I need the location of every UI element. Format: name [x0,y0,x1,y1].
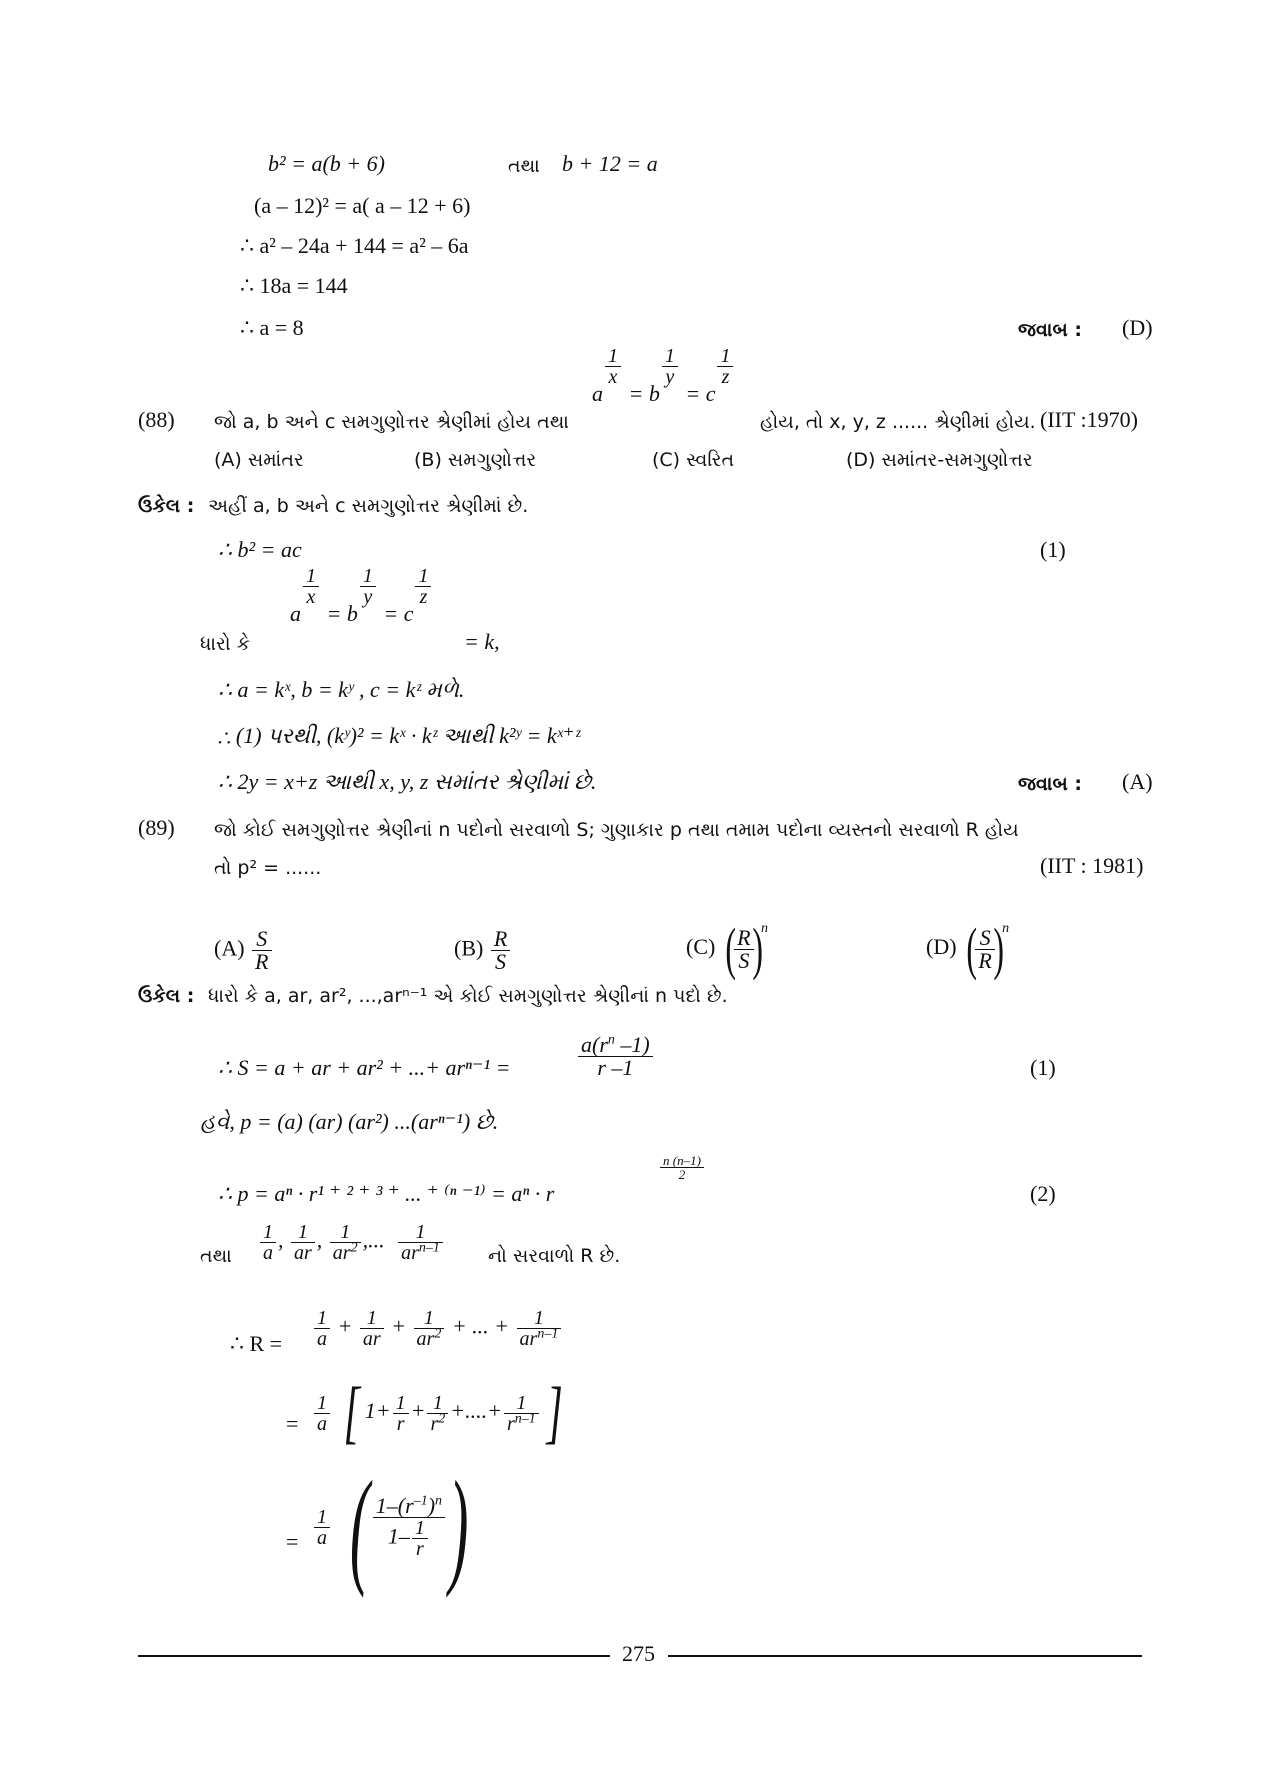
footer-rule-left [138,1655,610,1657]
eq-a-8: ∴ a = 8 [240,315,304,340]
footer-rule-right [668,1655,1142,1657]
question-number: (88) [138,407,175,432]
question-text: જો a, b અને c સમગુણોત્તર શ્રેણીમાં હોય તથા [214,411,569,433]
eq-ky-squared: ∴ (1) પરથી, (kʸ)² = kˣ · kᶻ આથી k²ʸ = kˣ⁺ᶻ [218,723,580,748]
eq-tag-1: (1) [1030,1055,1056,1080]
eq-sign: = [286,1529,299,1554]
solution-intro: અહીં a, b અને c સમગુણોત્તર શ્રેણીમાં છે. [208,495,529,517]
q88-equation: a $^{\frac{1}{x}}$ = b $^{\frac{1}{y}}$ = c $^{\frac{1}{z}}$ [592,380,735,421]
question-number: (89) [138,815,175,840]
eq-b2-ac: ∴ b² = ac [218,537,302,562]
answer-value: (D) [1122,315,1153,340]
eq-2y: ∴ 2y = x+z આથી x, y, z સમાંતર શ્રેણીમાં છે. [218,769,597,794]
eq-a-kx: ∴ a = kˣ, b = kʸ , c = kᶻ મળે. [218,677,465,702]
eq-p-power: ∴ p = aⁿ · r¹ ⁺ ² ⁺ ³ ⁺ ... ⁺ ⁽ⁿ ⁻¹⁾ = aⁿ · r [218,1181,555,1206]
eq-r-sum: $\frac{1}{a}$ + $\frac{1}{ar}$ + $\frac{1}{ar^2}$ + ... + $\frac{1}{ar^{n-1}}$ [312,1308,563,1349]
option-a: (A) સમાંતર [214,449,304,471]
answer-label: જવાબ : [1018,773,1082,795]
let-text: ધારો કે [200,633,251,655]
let-equation: a $\frac{1}{x}$ = b $\frac{1}{y}$ = c $\frac{1}{z}$ [290,600,433,641]
option-d: (D) સમાંતર-સમગુણોત્તર [846,449,1033,471]
eq-product-p: હવે, p = (a) (ar) (ar²) ...(arⁿ⁻¹) છે. [200,1109,499,1134]
eq-expand: ∴ a² – 24a + 144 = a² – 6a [240,233,469,258]
answer-label: જવાબ : [1018,319,1082,341]
eq-r-geometric: $\frac{1}{a}$ ( $1-(r^{-1})^n$ 1– $\frac{1}{r}$ ) [312,1462,480,1592]
eq-sum-fraction: $\frac{a(r^n -1)}{r -1}$ [576,1034,655,1079]
tatha-suffix: નો સરવાળો R છે. [488,1245,621,1267]
answer-value: (A) [1122,769,1153,794]
let-k: = k, [464,629,500,654]
eq-a-minus-12: (a – 12)² = a( a – 12 + 6) [254,193,471,218]
solution-heading: ઉકેલ : [138,495,195,517]
eq-r-sum-prefix: ∴ R = [230,1331,283,1356]
tatha-prefix: તથા [200,1245,232,1267]
option-c: (C) સ્વરિત [652,449,735,471]
eq-b-plus-12: b + 12 = a [562,151,658,176]
solution-heading: ઉકેલ : [138,985,195,1007]
page-number: 275 [622,1641,655,1666]
option-b: (B) સમગુણોત્તર [414,449,537,471]
question-text: જો કોઈ સમગુણોત્તર શ્રેણીનાં n પદોનો સરવાળો S; ગુણાકાર p તથા તમામ પદોના વ્યસ્તનો સરવાળો R હોય [214,819,1019,841]
option-b: (B) $\frac{R}{S}$ [454,928,512,973]
tatha-word: તથા [508,155,540,177]
option-c: (C) ( $\frac{R}{S}$ )$^n$ [686,916,768,981]
question-source: (IIT : 1981) [1040,853,1144,878]
eq-sum-s: ∴ S = a + ar + ar² + ...+ arⁿ⁻¹ = [218,1055,511,1080]
eq-p-exponent: $\frac{n (n-1)}{2}$ [658,1154,706,1181]
option-d: (D) ( $\frac{S}{R}$ )$^n$ [926,916,1010,981]
eq-tag-2: (2) [1030,1181,1056,1206]
eq-b-squared: b² = a(b + 6) [268,151,385,176]
eq-sign: = [286,1411,299,1436]
eq-tag-1: (1) [1040,537,1066,562]
option-a: (A) $\frac{S}{R}$ [214,928,274,973]
eq-r-bracket: $\frac{1}{a}$ [ 1+ $\frac{1}{r}$ + $\frac{1}{r^2}$ +....+ $\frac{1}{r^{n-1}}$ ] [312,1378,568,1448]
question-source: (IIT :1970) [1040,407,1138,432]
question-text-2: તો p² = ...... [214,857,322,879]
solution-intro: ધારો કે a, ar, ar², ...,arⁿ⁻¹ એ કોઈ સમગુણોત્તર શ્રેણીનાં n પદો છે. [208,985,728,1007]
eq-18a: ∴ 18a = 144 [240,273,348,298]
question-text-end: હોય, તો x, y, z ...... શ્રેણીમાં હોય. [760,411,1036,433]
reciprocal-terms: $\frac{1}{a}$ , $\frac{1}{ar}$ , $\frac{1}{ar^2}$ ,... $\frac{1}{ar^{n-1}}$ [258,1222,445,1263]
